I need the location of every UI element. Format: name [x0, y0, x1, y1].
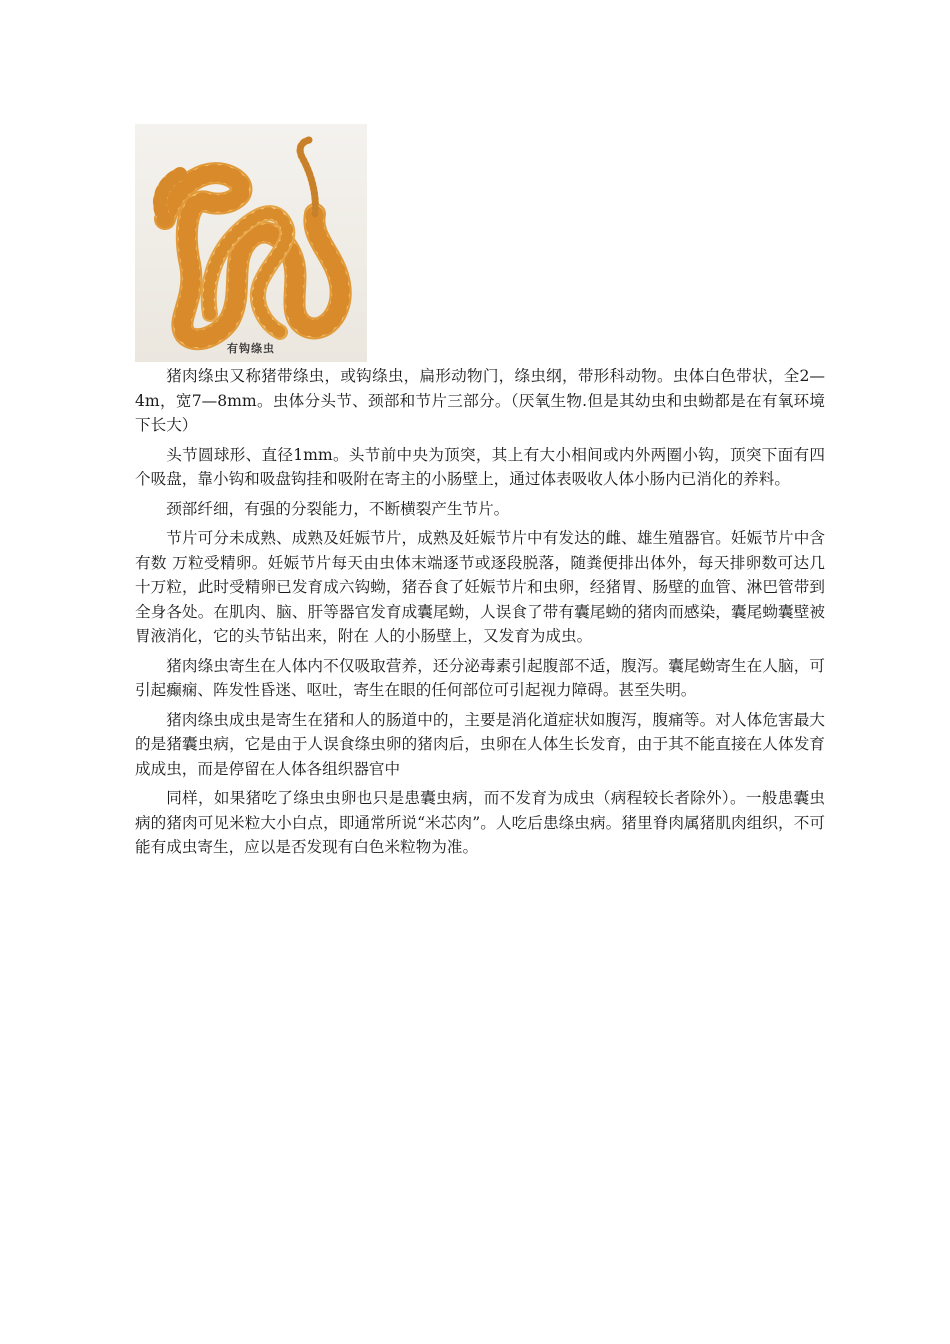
tapeworm-illustration — [135, 124, 367, 362]
paragraph-neck: 颈部纤细，有强的分裂能力，不断横裂产生节片。 — [166, 499, 510, 518]
paragraph-head: 头节圆球形、直径1mm。头节前中央为顶突，其上有大小相间或内外两圈小钩，顶突下面有四个吸盘，靠小钩和吸盘钩挂和吸附在寄主的小肠壁上，通过体表吸收人体小肠内已消化的养料。 — [135, 445, 825, 488]
tapeworm-image — [135, 124, 367, 362]
paragraph-harm: 猪肉绦虫寄生在人体内不仅吸取营养，还分泌毒素引起腹部不适，腹泻。囊尾蚴寄生在人脑，可引起癫痫、阵发性昏迷、呕吐，寄生在眼的任何部位可引起视力障碍。甚至失明。 — [135, 656, 825, 699]
paragraph-pork: 同样，如果猪吃了绦虫虫卵也只是患囊虫病，而不发育为成虫（病程较长者除外）。一般患囊虫病的猪肉可见米粒大小白点，即通常所说“米芯肉”。人吃后患绦虫病。猪里脊肉属猪肌肉组织，不可能有成虫寄生，应以是否发现有白色米粒物为准。 — [135, 789, 825, 856]
paragraph-segments: 节片可分未成熟、成熟及妊娠节片，成熟及妊娠节片中有发达的雌、雄生殖器官。妊娠节片中含有数 万粒受精卵。妊娠节片每天由虫体末端逐节或逐段脱落，随粪便排出体外，每天排卵数可达几十万粒，此时受精卵已发育成六钩蚴，猪吞食了妊娠节片和虫卵，经猪胃、肠壁的血管、淋巴管带到全身各处。在肌肉、脑、肝等器官发育成囊尾蚴，人误食了带有囊尾蚴的猪肉而感染，囊尾蚴囊壁被胃液消化，它的头节钻出来，附在 人的小肠壁上，又发育为成虫。 — [135, 529, 825, 645]
article-body — [135, 364, 825, 865]
paragraph-adult-worm: 猪肉绦虫成虫是寄生在猪和人的肠道中的，主要是消化道症状如腹泻，腹痛等。对人体危害最大的是猪囊虫病，它是由于人误食绦虫卵的猪肉后，虫卵在人体生长发育，由于其不能直接在人体发育成成虫，而是停留在人体各组织器官中 — [135, 710, 825, 778]
paragraph-definition: 猪肉绦虫又称猪带绦虫，或钩绦虫，扁形动物门，绦虫纲，带形科动物。虫体白色带状，全2—4m，宽7—8mm。虫体分头节、颈部和节片三部分。（厌氧生物.但是其幼虫和虫蚴都是在有氧环境下长大） — [135, 367, 825, 434]
figure-caption: 有钩绦虫 — [227, 342, 275, 355]
